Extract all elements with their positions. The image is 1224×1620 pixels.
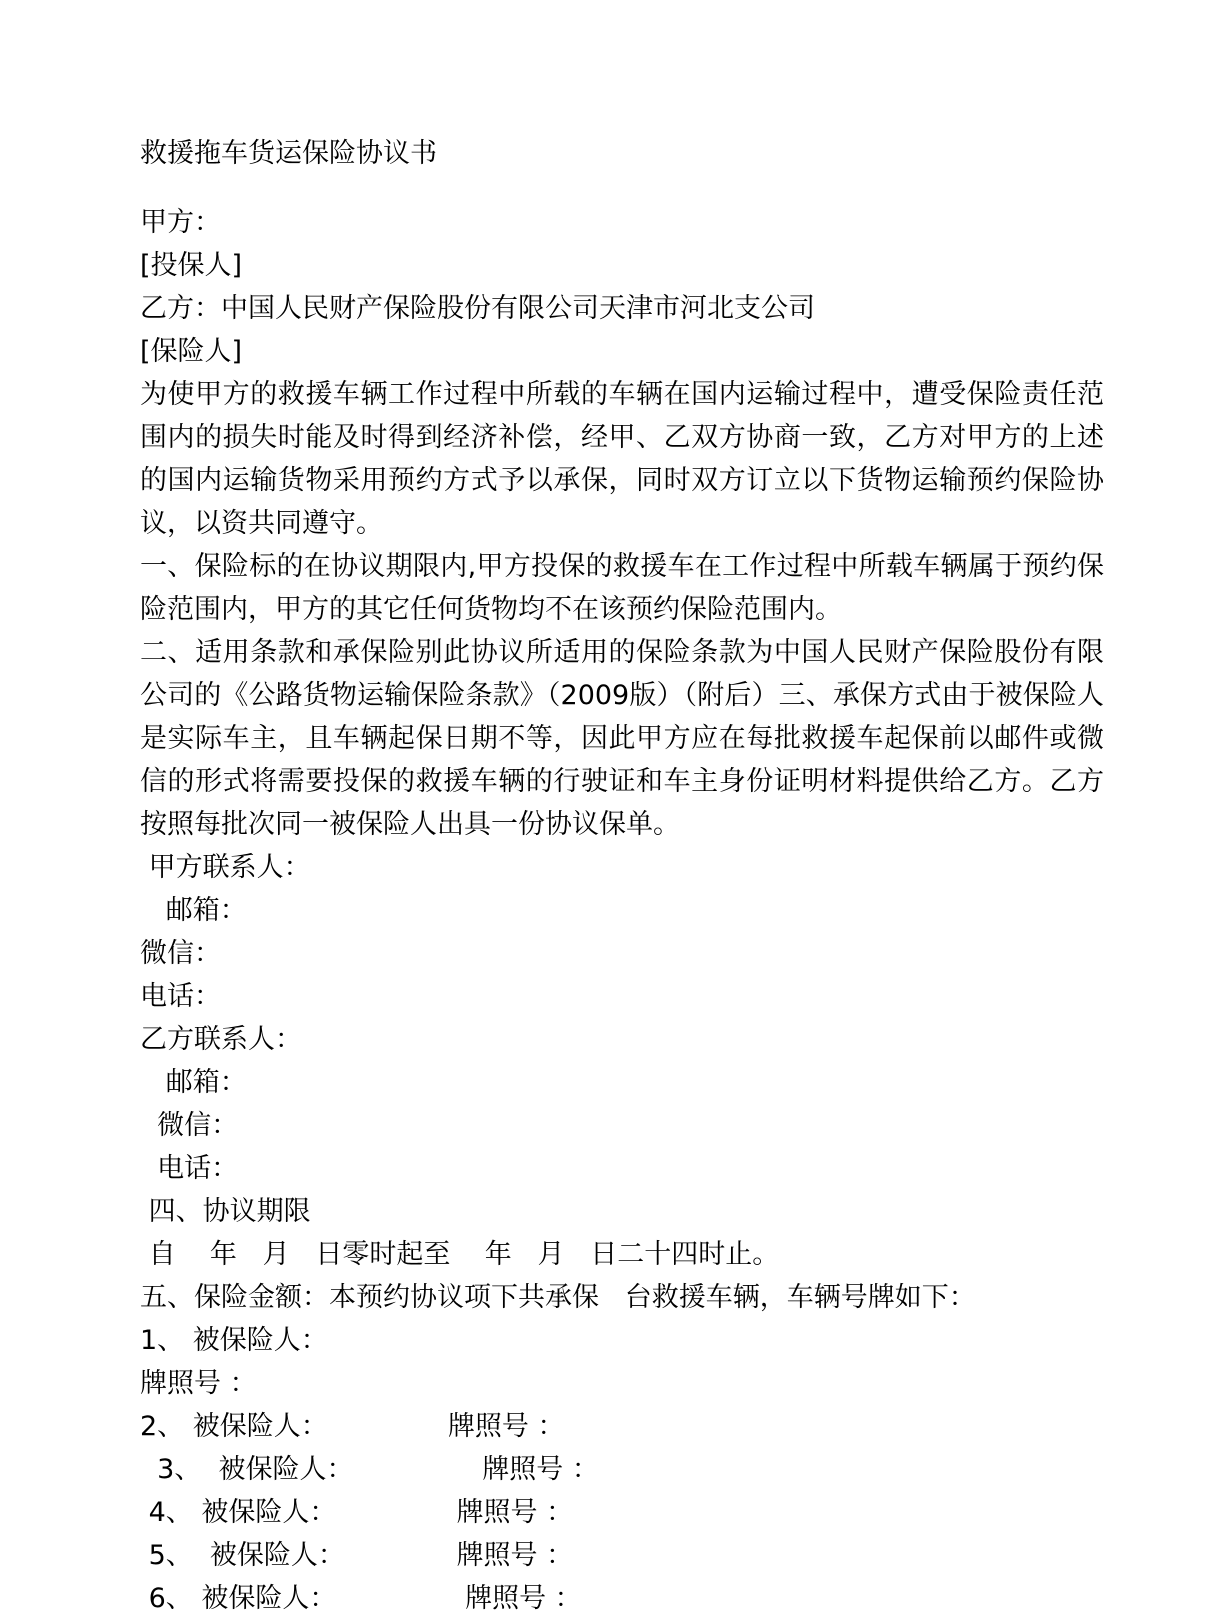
party-b-phone-label: 电话： [140,1153,239,1184]
vehicle-row-5: 5、 被保险人： 牌照号 ： [140,1540,574,1571]
clause-5-heading: 五、保险金额：本预约协议项下共承保 台救援车辆，车辆号牌如下： [140,1282,976,1313]
agreement-period-line: 自 年 月 日零时起至 年 月 日二十四时止。 [140,1239,780,1270]
vehicle-row-6: 6、 被保险人： 牌照号 ： [140,1583,582,1614]
clause-4-heading: 四、协议期限 [140,1196,311,1227]
party-a-contact-label: 甲方联系人： [140,852,311,883]
party-a-email-label: 邮箱： [140,895,247,926]
clause-1-paragraph: 一、保险标的在协议期限内,甲方投保的救援车在工作过程中所载车辆属于预约保险范围内，甲方的其它任何货物均不在该预约保险范围内。 [140,551,1104,625]
party-b-label: 乙方：中国人民财产保险股份有限公司天津市河北支公司 [140,293,815,324]
party-a-wechat-label: 微信： [140,938,221,969]
party-a-label: 甲方： [140,207,221,238]
vehicle-row-4: 4、 被保险人： 牌照号 ： [140,1497,574,1528]
insurer-placeholder: [保险人] [140,336,243,367]
vehicle-row-1-plate: 牌照号 ： [140,1368,257,1399]
vehicle-row-2: 2、 被保险人： 牌照号 ： [140,1411,565,1442]
party-b-wechat-label: 微信： [140,1110,239,1141]
vehicle-row-3: 3、 被保险人： 牌照号 ： [140,1454,599,1485]
party-b-email-label: 邮箱： [140,1067,247,1098]
title-spacer [140,167,1104,201]
document-body [140,140,1104,1620]
clause-2-3-paragraph: 二、适用条款和承保险别此协议所适用的保险条款为中国人民财产保险股份有限公司的《公路货物运输保险条款》（2009版）（附后）三、承保方式由于被保险人是实际车主，且车辆起保日期不等，因此甲方应在每批救援车起保前以邮件或微信的形式将需要投保的救援车辆的行驶证和车主身份证明材料提供给乙方。乙方按照每批次同一被保险人出具一份协议保单。 [140,637,1104,840]
insured-placeholder: [投保人] [140,250,243,281]
party-b-contact-label: 乙方联系人： [140,1024,302,1055]
preamble-paragraph: 为使甲方的救援车辆工作过程中所载的车辆在国内运输过程中，遭受保险责任范围内的损失时能及时得到经济补偿，经甲、乙双方协商一致，乙方对甲方的上述的国内运输货物采用预约方式予以承保，同时双方订立以下货物运输预约保险协议，以资共同遵守。 [140,379,1104,539]
vehicle-row-1: 1、 被保险人： [140,1325,328,1356]
party-a-phone-label: 电话： [140,981,221,1012]
document-title: 救援拖车货运保险协议书 [140,138,437,169]
